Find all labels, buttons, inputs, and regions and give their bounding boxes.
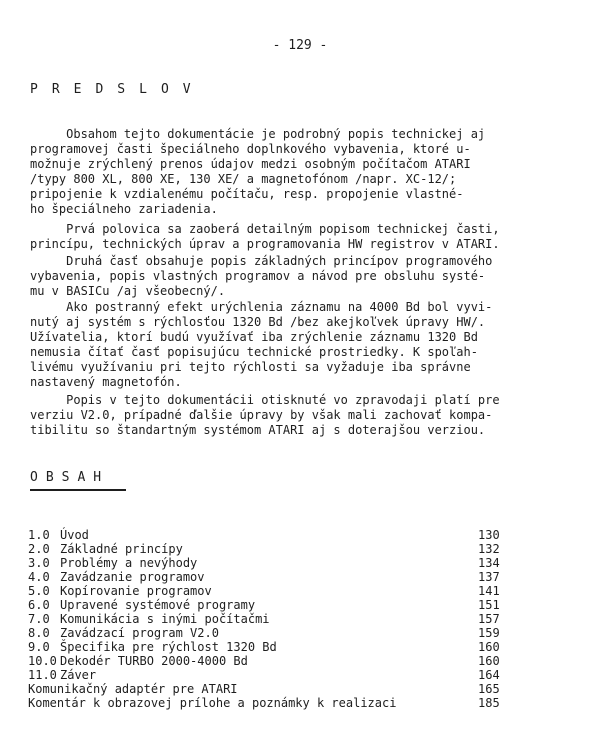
toc-item-number: 2.0 (28, 542, 50, 556)
toc-item (28, 682, 508, 696)
toc-item (28, 598, 508, 612)
preface-heading: PREDSLOV (30, 82, 205, 97)
toc-item (28, 654, 508, 668)
text-line: livému využívaniu pri tejto rýchlosti sa vyžaduje iba správne (30, 360, 471, 374)
toc-item-number: 4.0 (28, 570, 50, 584)
toc-item-page: 137 (478, 570, 500, 584)
toc-item-number: 1.0 (28, 528, 50, 542)
toc-item-page: 132 (478, 542, 500, 556)
text-line: verziu V2.0, prípadné ďalšie úpravy by však mali zachovať kompa- (30, 408, 493, 422)
toc-item-title: Komunikačný adaptér pre ATARI (28, 682, 238, 696)
toc-item-title: Špecifika pre rýchlost 1320 Bd (60, 640, 277, 654)
toc-item-title: Zavádzanie programov (60, 570, 205, 584)
toc-item-number: 11.0 (28, 668, 57, 682)
text-line: možnuje zrýchlený prenos údajov medzi osobným počítačom ATARI (30, 157, 471, 171)
toc-item (28, 696, 508, 710)
toc-item-title: Zavádzací program V2.0 (60, 626, 219, 640)
toc-item (28, 556, 508, 570)
text-line: Prvá polovica sa zaoberá detailným popisom technickej časti, (30, 222, 500, 236)
toc-item-page: 185 (478, 696, 500, 710)
preface-paragraph-3 (30, 254, 570, 299)
text-line: Druhá časť obsahuje popis základných princípov programového (30, 254, 493, 268)
toc-item-number: 3.0 (28, 556, 50, 570)
toc-item-page: 134 (478, 556, 500, 570)
toc-item-page: 151 (478, 598, 500, 612)
text-line: princípu, technických úprav a programovania HW registrov v ATARI. (30, 237, 500, 251)
text-line: vybavenia, popis vlastných programov a návod pre obsluhu systé- (30, 269, 486, 283)
toc-item-title: Dekodér TURBO 2000-4000 Bd (60, 654, 248, 668)
text-line: tibilitu so štandartným systémom ATARI aj s doterajšou verziou. (30, 423, 486, 437)
toc-item-title: Komunikácia s inými počítačmi (60, 612, 270, 626)
toc-item-number: 8.0 (28, 626, 50, 640)
toc-item (28, 640, 508, 654)
toc-item-number: 10.0 (28, 654, 57, 668)
toc-item-title: Upravené systémové programy (60, 598, 256, 612)
page-number: - 129 - (272, 38, 328, 53)
preface-paragraph-2 (30, 222, 570, 252)
toc-item-title: Úvod (60, 528, 89, 542)
text-line: Užívatelia, ktorí budú využívať iba zrýchlenie záznamu 1320 Bd (30, 330, 478, 344)
toc-item-title: Problémy a nevýhody (60, 556, 198, 570)
toc-item (28, 626, 508, 640)
toc-item-page: 164 (478, 668, 500, 682)
text-line: /typy 800 XL, 800 XE, 130 XE/ a magnetofónom /napr. XC-12/; (30, 172, 457, 186)
text-line: nutý aj systém s rýchlosťou 1320 Bd /bez akejkoľvek úpravy HW/. (30, 315, 486, 329)
toc-item (28, 528, 508, 542)
toc-item-page: 130 (478, 528, 500, 542)
preface-paragraph-4 (30, 300, 570, 390)
text-line: nemusia čítať časť popisujúcu technické prostriedky. K spoľah- (30, 345, 478, 359)
toc-heading-underline (30, 489, 126, 491)
text-line: mu v BASICu /aj všeobecný/. (30, 284, 226, 298)
toc-item-title: Základné princípy (60, 542, 183, 556)
text-line: nastavený magnetofón. (30, 375, 182, 389)
toc-item-page: 159 (478, 626, 500, 640)
text-line: Popis v tejto dokumentácii otisknuté vo zpravodaji platí pre (30, 393, 500, 407)
text-line: Obsahom tejto dokumentácie je podrobný popis technickej aj (30, 127, 486, 141)
toc-item-page: 165 (478, 682, 500, 696)
toc-item (28, 584, 508, 598)
toc-item-title: Záver (60, 668, 97, 682)
toc-item-title: Komentár k obrazovej prílohe a poznámky k realizaci (28, 696, 397, 710)
toc-item (28, 570, 508, 584)
toc-item (28, 612, 508, 626)
preface-paragraph-1 (30, 127, 570, 217)
toc-item-title: Kopírovanie programov (60, 584, 212, 598)
toc-item-page: 141 (478, 584, 500, 598)
toc-item-number: 5.0 (28, 584, 50, 598)
toc-item (28, 668, 508, 682)
toc-item (28, 542, 508, 556)
toc-item-number: 9.0 (28, 640, 50, 654)
text-line: pripojenie k vzdialenému počítaču, resp. propojenie vlastné- (30, 187, 464, 201)
toc-item-page: 160 (478, 640, 500, 654)
text-line: Ako postranný efekt urýchlenia záznamu na 4000 Bd bol vyvi- (30, 300, 493, 314)
table-of-contents (28, 528, 508, 710)
toc-item-page: 157 (478, 612, 500, 626)
toc-item-number: 6.0 (28, 598, 50, 612)
toc-heading: OBSAH (30, 470, 110, 485)
toc-item-number: 7.0 (28, 612, 50, 626)
text-line: programovej časti špeciálneho doplnkového vybavenia, ktoré u- (30, 142, 471, 156)
text-line: ho špeciálneho zariadenia. (30, 202, 218, 216)
preface-paragraph-5 (30, 393, 570, 438)
toc-item-page: 160 (478, 654, 500, 668)
